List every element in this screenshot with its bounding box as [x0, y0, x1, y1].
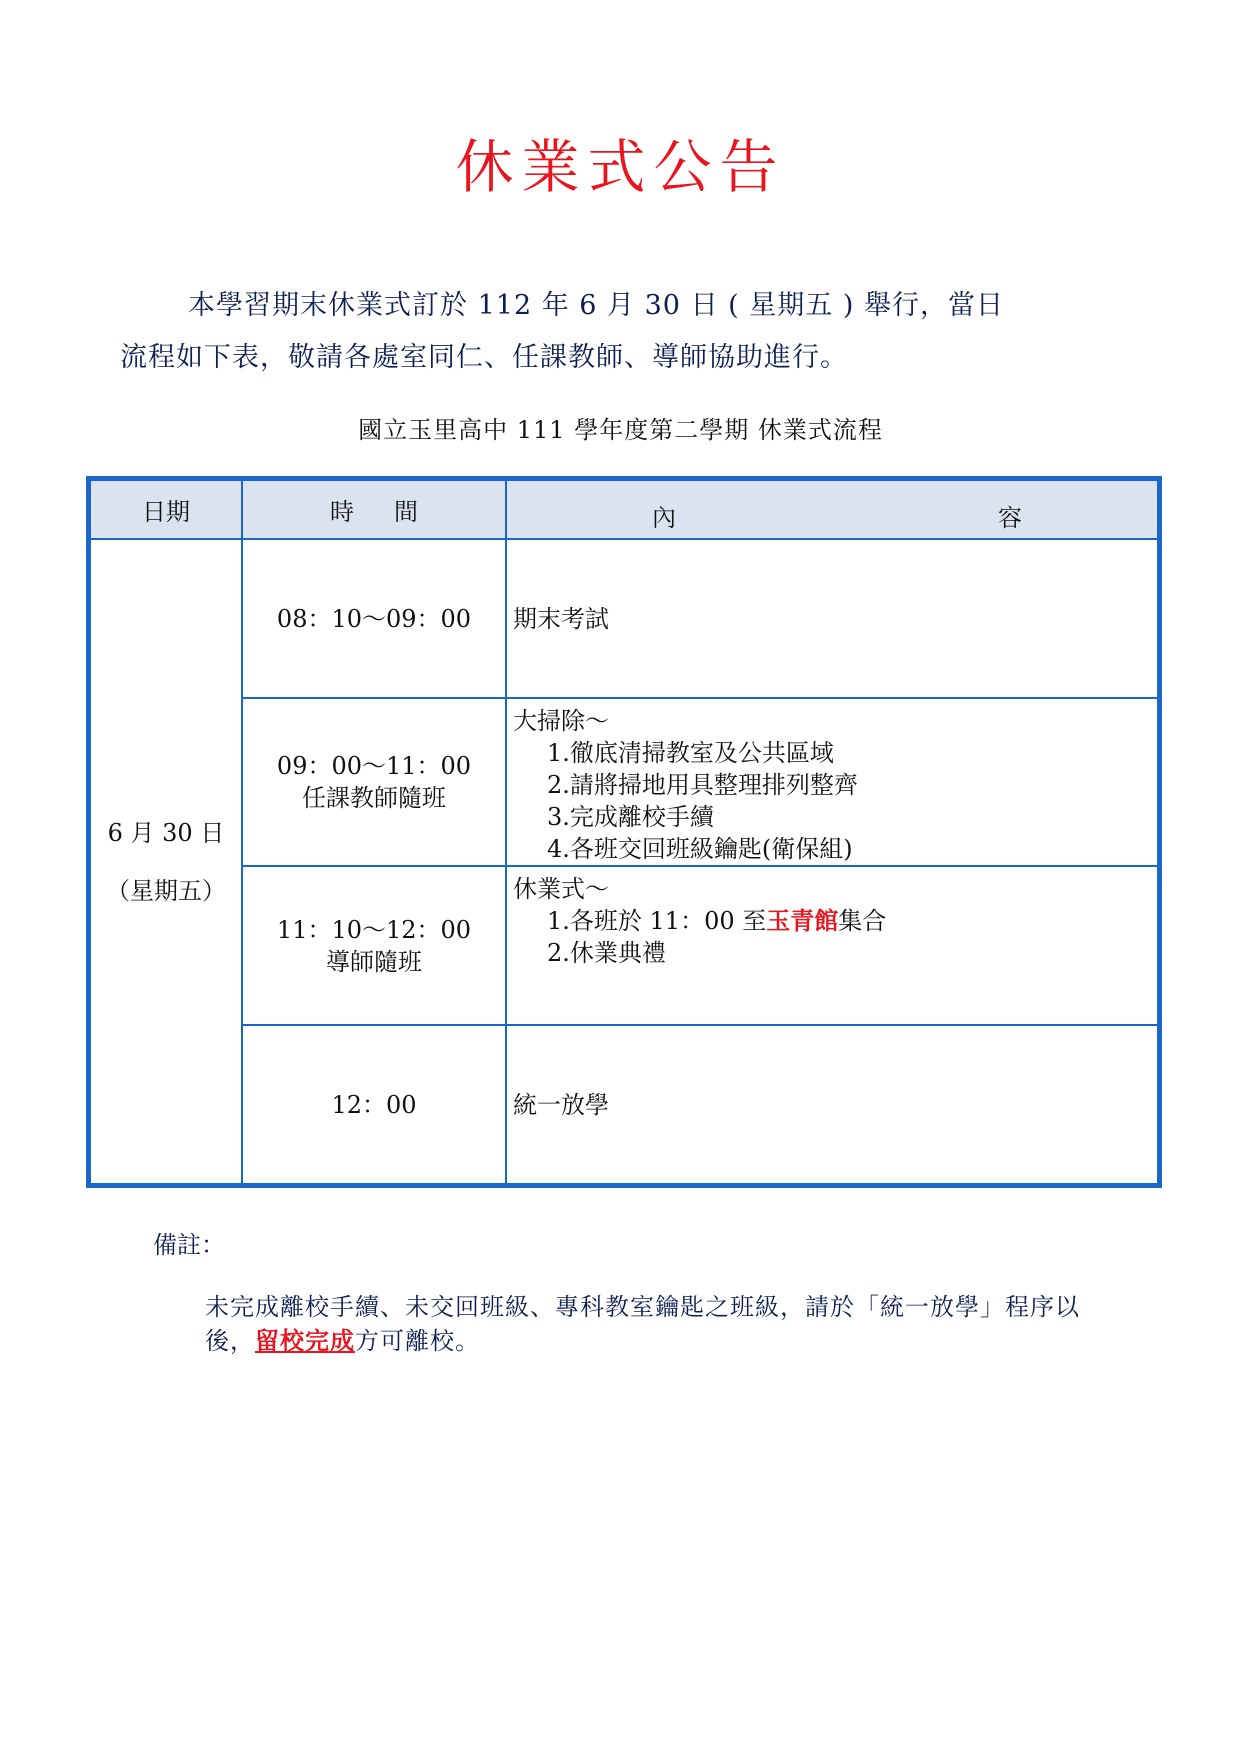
- content-heading: 統一放學: [513, 1090, 609, 1119]
- note-label: 備註：: [153, 1231, 225, 1259]
- date-day: 6 月 30 日: [107, 818, 225, 847]
- content-heading: 休業式～: [513, 875, 609, 903]
- list-item: 3.完成離校手續: [547, 803, 714, 831]
- table-row: [89, 1025, 1160, 1186]
- time-note: 導師隨班: [326, 947, 422, 976]
- list-item: 2.休業典禮: [547, 939, 666, 967]
- time-note: 任課教師隨班: [302, 784, 446, 812]
- content-heading: 期末考試: [513, 604, 609, 633]
- list-item: [547, 905, 1157, 937]
- intro-paragraph: [120, 280, 1120, 384]
- time-range: 12：00: [331, 1090, 417, 1119]
- table-row: [89, 539, 1160, 698]
- header-content: [506, 479, 1160, 540]
- content-cell: [506, 1025, 1160, 1186]
- time-range: 08：10～09：00: [276, 604, 472, 633]
- content-heading: 大掃除～: [513, 707, 609, 735]
- note-text: [205, 1290, 1105, 1358]
- content-cell: [506, 539, 1160, 698]
- header-content-a: 內: [652, 504, 676, 532]
- list-item: 4.各班交回班級鑰匙(衛保組): [547, 835, 853, 863]
- date-weekday: （星期五）: [106, 876, 226, 905]
- header-time: 時間: [242, 479, 506, 540]
- time-cell: [242, 866, 506, 1025]
- item-text: 集合: [838, 907, 887, 935]
- time-range: 09：00～11：00: [276, 752, 472, 780]
- table-title: 國立玉里高中 111 學年度第二學期 休業式流程: [358, 416, 883, 444]
- header-date: 日期: [89, 479, 243, 540]
- schedule-table: [86, 476, 1162, 1188]
- time-cell: [242, 1025, 506, 1186]
- header-content-b: 容: [998, 504, 1022, 532]
- time-cell: [242, 539, 506, 698]
- content-cell: [506, 866, 1160, 1025]
- date-cell: [89, 539, 243, 1186]
- list-item: 1.徹底清掃教室及公共區域: [547, 739, 834, 767]
- page-title: 休業式公告: [455, 133, 786, 201]
- content-cell: [506, 698, 1160, 866]
- note-text-post: 方可離校。: [355, 1327, 480, 1355]
- table-row: [89, 866, 1160, 1025]
- time-range: 11：10～12：00: [276, 915, 472, 944]
- item-text: 1.各班於 11：00 至: [547, 907, 767, 935]
- content-items: [513, 737, 1157, 865]
- note-text-pre: 未完成離校手續、未交回班級、專科教室鑰匙之班級，請於「統一放學」程序以後，: [205, 1293, 1080, 1355]
- table-row: [89, 698, 1160, 866]
- header-row: [89, 479, 1160, 540]
- intro-line-2: 流程如下表，敬請各處室同仁、任課教師、導師協助進行。: [120, 342, 848, 373]
- note-highlight: 留校完成: [255, 1326, 355, 1355]
- time-cell: [242, 698, 506, 866]
- content-items: [513, 905, 1157, 969]
- venue-highlight: 玉青館: [766, 906, 839, 935]
- list-item: 2.請將掃地用具整理排列整齊: [547, 771, 858, 799]
- intro-line-1: 本學習期末休業式訂於 112 年 6 月 30 日 ( 星期五 ) 舉行，當日: [188, 290, 1004, 321]
